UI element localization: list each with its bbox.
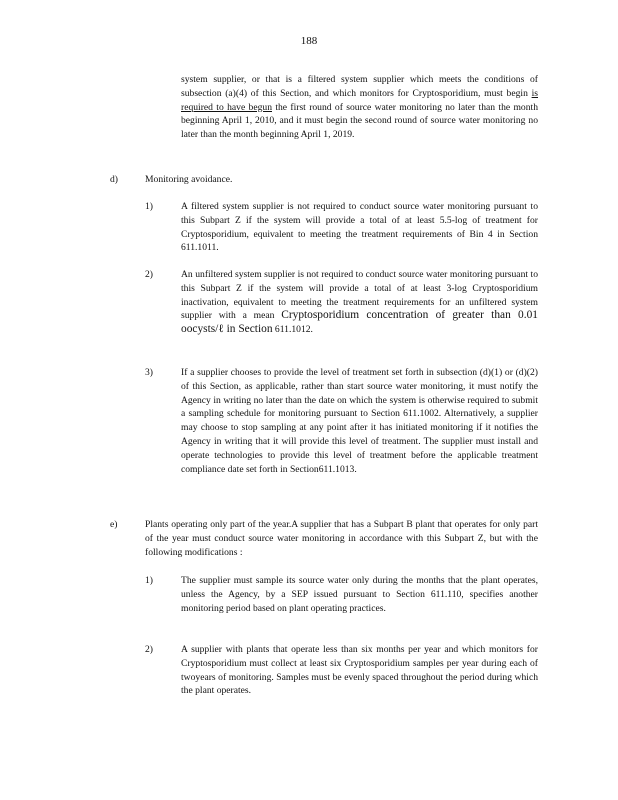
item-d1-text: A filtered system supplier is not required to conduct source water monitoring pursuant to this Subpart Z if the system will provide a total of at least 5.5-log of treatment for Cryptosporidium, equivalent to meeting the treatment requirements of Bin 4 in Section 611.1011. xyxy=(181,201,538,254)
intro-text-1: system supplier, or that is a filtered system supplier which meets the conditions of subsection (a)(4) of this Section, and which monitors for Cryptosporidium, must begin xyxy=(181,74,538,99)
section-d-title: Monitoring avoidance. xyxy=(145,174,233,185)
item-e1-text: The supplier must sample its source water only during the months that the plant operates, unless the Agency, by a SEP issued pursuant to Section 611.110, specifies another monitoring period based on plant operating practices. xyxy=(181,575,538,614)
item-d2-number: 2) xyxy=(145,269,153,280)
section-d-label: d) xyxy=(110,174,118,185)
item-d2-paragraph xyxy=(181,268,538,337)
item-d2-text-large: Cryptosporidium concentration of greater than 0.01 oocysts/ℓ in Section xyxy=(181,309,538,336)
item-e2-text: A supplier with plants that operate less than six months per year and which monitors for Cryptosporidium must collect at least six Cryptosporidium samples per year during each of twoyears of monitoring. Samples must be evenly spaced throughout the period during which the plant operates. xyxy=(181,644,538,697)
item-d2-text-end: 611.1012. xyxy=(274,324,313,336)
section-e-label: e) xyxy=(110,519,118,530)
item-d2-text: An unfiltered system supplier is not required to conduct source water monitoring pursuant to this Subpart Z if the system will provide a total of at least 3-log Cryptosporidium inactivation, equivalent to meeting the treatment requirements for an unfiltered system supplier with a mean xyxy=(181,269,538,322)
intro-paragraph xyxy=(181,73,538,142)
item-e2-number: 2) xyxy=(145,644,153,655)
intro-text-2: the first round of source water monitoring no later than the month beginning April 1, 2010, and it must begin the second round of source water monitoring no later than the month beginning April 1, 2019. xyxy=(181,101,538,141)
item-d3-number: 3) xyxy=(145,367,153,378)
item-d1-number: 1) xyxy=(145,201,153,212)
section-e-title: Plants operating only part of the year.A supplier that has a Subpart B plant that operates for only part of the year must conduct source water monitoring in accordance with this Subpart Z, but with the following modifications : xyxy=(145,519,538,558)
item-d3-text: If a supplier chooses to provide the level of treatment set forth in subsection (d)(1) or (d)(2) of this Section, as applicable, rather than start source water monitoring, it must notify the Agency in writing no later than the date on which the system is otherwise required to submit a sampling schedule for monitoring pursuant to Section 611.1002. Alternatively, a supplier may choose to stop sampling at any point after it has initiated monitoring if it notifies the Agency in writing that it will provide this level of treatment. The supplier must install and operate technologies to provide this level of treatment before the applicable treatment compliance date set forth in Section611.1013. xyxy=(181,367,538,475)
intro-underlined-text: is required to have begun xyxy=(181,87,538,113)
item-e1-number: 1) xyxy=(145,575,153,586)
page-number: 188 xyxy=(300,35,318,47)
